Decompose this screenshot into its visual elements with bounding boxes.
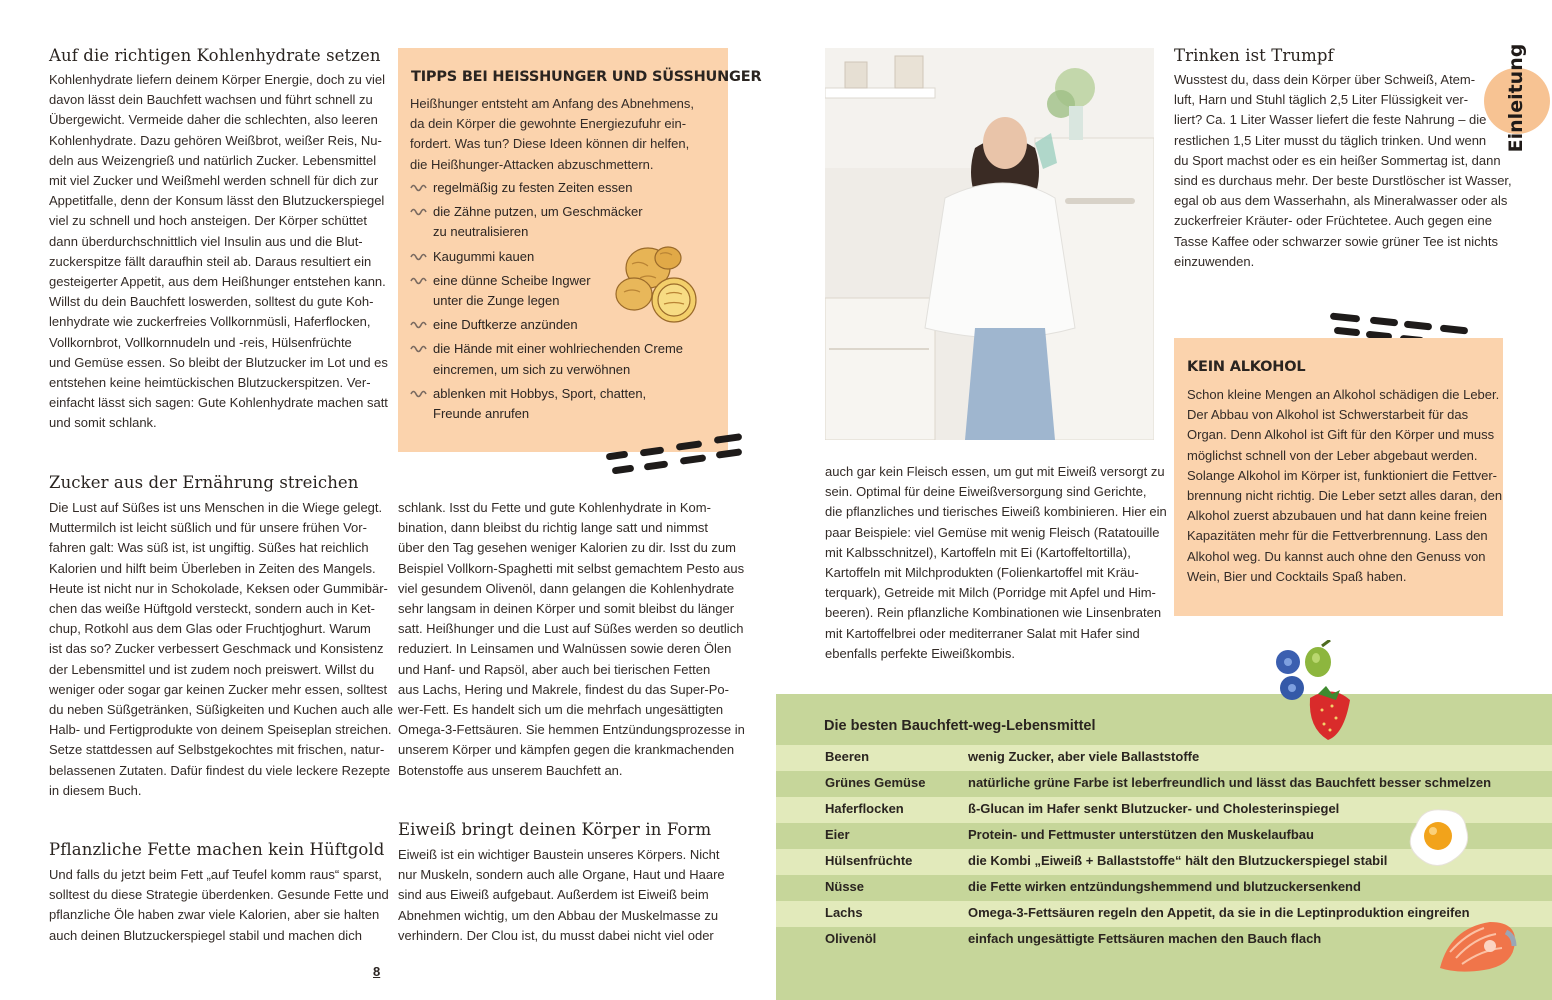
- text-line: Heute ist nicht nur in Schokolade, Keksen oder Gummibär-: [49, 580, 388, 596]
- text-line: Kartoffeln mit Milchprodukten (Folienkartoffel mit Kräu-: [825, 565, 1139, 581]
- text-line: zuckerspitze fällt daraufhin steil ab. Daraus resultiert ein: [49, 253, 372, 269]
- text-line: deln aus Weizengrieß und natürlich Zucker. Lebensmittel: [49, 152, 377, 168]
- wave-bullet-icon: [410, 388, 429, 398]
- food-table-row: [776, 771, 1552, 797]
- text-line: die pflanzliches und tierisches Eiweiß kombinieren. Hier ein: [825, 504, 1167, 520]
- text-line: ebenfalls perfekte Eiweißkombis.: [825, 645, 1016, 661]
- text-line: Appetitfalle, denn der Konsum lässt den Blutzuckerspiegel: [49, 193, 385, 209]
- text-line: einzuwenden.: [1174, 253, 1255, 269]
- text-line: Abnehmen wichtig, um den Abbau der Muskelmasse zu: [398, 907, 719, 923]
- food-description: Omega-3-Fettsäuren regeln den Appetit, da sie in die Leptinproduktion eingreifen: [968, 905, 1470, 920]
- heading-kohlenhydrate: Auf die richtigen Kohlenhydrate setzen: [49, 46, 381, 65]
- text-line: fahren galt: Was süß ist, ist ungiftig. Süßes hat reichlich: [49, 540, 369, 556]
- text-line: nur Muskeln, sondern auch alle Organe, Haut und Haare: [398, 867, 725, 883]
- food-table-row: [776, 745, 1552, 771]
- berries-icon: [1262, 640, 1358, 740]
- text-line: Der Abbau von Alkohol ist Schwerstarbeit für das: [1187, 407, 1469, 423]
- tips-list-item-text: die Hände mit einer wohlriechenden Creme: [433, 341, 684, 357]
- text-line: zuckerfreier Kräuter- oder Früchtetee. Auch gegen eine: [1174, 213, 1492, 229]
- text-line: pflanzliche Öle haben zwar viele Kalorien, aber sie halten: [49, 907, 380, 923]
- wave-bullet-icon: [410, 206, 429, 216]
- text-line: dann überdurchschnittlich viel Insulin aus und die Blut-: [49, 233, 363, 249]
- text-line: Solange Alkohol im Körper ist, funktioniert die Fettver-: [1187, 467, 1497, 483]
- text-line: mit viel Zucker und Weißmehl werden schnell für dich zur: [49, 173, 379, 189]
- text-line: Die Lust auf Süßes ist uns Menschen in die Wiege gelegt.: [49, 500, 383, 515]
- text-line: egal ob aus dem Wasserhahn, als Mineralwasser oder als: [1174, 193, 1508, 209]
- text-line: Omega-3-Fettsäuren. Sie hemmen Entzündungsprozesse in: [398, 722, 745, 738]
- text-line: reduziert. In Leinsamen und Walnüssen sowie deren Ölen: [398, 641, 732, 657]
- text-line: terquark), Getreide mit Milch (Porridge mit Apfel und Him-: [825, 585, 1156, 601]
- text-line: paar Beispiele: viel Gemüse mit wenig Fleisch (Ratatouille: [825, 524, 1160, 540]
- tips-list-item-text: eine Duftkerze anzünden: [433, 317, 578, 333]
- text-line: brennung nicht richtig. Die Leber setzt alles daran, den: [1187, 488, 1503, 504]
- woman-drinking-water-photo: [825, 48, 1154, 440]
- food-table-row: [776, 875, 1552, 901]
- wave-bullet-icon: [410, 343, 429, 353]
- food-description: die Kombi „Eiweiß + Ballaststoffe“ hält den Blutzuckerspiegel stabil: [968, 853, 1388, 868]
- text-line: Organ. Denn Alkohol ist Gift für den Körper und muss: [1187, 427, 1495, 443]
- heading-zucker: Zucker aus der Ernährung streichen: [49, 473, 359, 492]
- text-line: luft, Harn und Stuhl täglich 2,5 Liter Flüssigkeit ver-: [1174, 92, 1469, 108]
- text-line: schlank. Isst du Fette und gute Kohlenhydrate in Kom-: [398, 500, 711, 515]
- text-line: sein. Optimal für deine Eiweißversorgung sind Gerichte,: [825, 484, 1147, 500]
- egg-icon: [1406, 806, 1470, 868]
- text-line: Wein, Bier und Cocktails Spaß haben.: [1187, 568, 1407, 584]
- tips-list-item-text: Freunde anrufen: [433, 406, 530, 422]
- text-line: möglichst schnell von der Leber abgebaut werden.: [1187, 447, 1478, 463]
- text-line: ist das so? Zucker verbessert Geschmack und Konsistenz: [49, 641, 384, 657]
- text-line: chen das weiße Hüftgold versteckt, sondern auch in Ket-: [49, 601, 375, 617]
- tips-list-item: [410, 339, 720, 379]
- text-line: aus Lachs, Hering und Makrele, findest du das Super-Po-: [398, 681, 729, 697]
- food-description: die Fette wirken entzündungshemmend und blutzuckersenkend: [968, 879, 1361, 894]
- text-line: viel gesundem Olivenöl, dann gelangen die Kohlenhydrate: [398, 580, 735, 596]
- text-kohlenhydrate: [49, 70, 388, 434]
- ginger-icon: [612, 234, 706, 330]
- tips-list-item-text: regelmäßig zu festen Zeiten essen: [433, 180, 633, 195]
- text-line: Wusstest du, dass dein Körper über Schweiß, Atem-: [1174, 72, 1476, 87]
- text-line: Und falls du jetzt beim Fett „auf Teufel komm raus“ sparst,: [49, 867, 382, 882]
- text-line: Kohlenhydrate. Dazu gehören Weißbrot, weißer Reis, Nu-: [49, 132, 382, 148]
- text-line: verhindern. Der Clou ist, du musst dabei nicht viel oder: [398, 927, 714, 943]
- tips-list-item-text: zu neutralisieren: [433, 224, 529, 240]
- tips-list-item: [410, 178, 720, 198]
- text-line: sind aus Eiweiß aufgebaut. Außerdem ist Eiweiß beim: [398, 887, 709, 903]
- text-line: Botenstoffe aus unserem Bauchfett an.: [398, 762, 623, 778]
- salmon-icon: [1436, 918, 1520, 978]
- text-line: Setze stattdessen auf Selbstgekochtes mit frischen, natur-: [49, 742, 385, 758]
- food-name: Nüsse: [825, 879, 865, 894]
- text-line: Willst du dein Bauchfett loswerden, solltest du gute Koh-: [49, 294, 374, 310]
- text-line: du Sport machst oder es ein heißer Sommertag ist, dann: [1174, 152, 1501, 168]
- text-eiweiss: [398, 845, 728, 946]
- text-line: sind es durchaus mehr. Der beste Durstlöscher ist Wasser,: [1174, 173, 1512, 189]
- text-line: satt. Heißhunger und die Lust auf Süßes werden so deutlich: [398, 621, 744, 637]
- text-line: du neben Süßgetränken, Süßigkeiten und Kuchen auch alle: [49, 702, 394, 718]
- tab-label: Einleitung: [1505, 43, 1527, 153]
- page-number: 8: [373, 964, 381, 979]
- food-table-title: Die besten Bauchfett-weg-Lebensmittel: [824, 718, 1096, 734]
- food-name: Hülsenfrüchte: [825, 853, 913, 868]
- tips-list-item-text: ablenken mit Hobbys, Sport, chatten,: [433, 385, 647, 401]
- wave-bullet-icon: [410, 275, 429, 285]
- text-line: davon lässt dein Bauchfett wachsen und führt schnell zu: [49, 92, 373, 108]
- text-line: die Heißhunger-Attacken abzuschmettern.: [410, 156, 654, 172]
- wave-bullet-icon: [410, 319, 429, 329]
- alcohol-box: [1174, 338, 1503, 616]
- text-line: Übergewicht. Vermeide daher die schlechten, also leeren: [49, 112, 378, 128]
- text-line: unserem Körper und kämpfen gegen die krankmachenden: [398, 742, 735, 758]
- text-line: weniger oder sogar gar keinen Zucker mehr essen, solltest: [49, 681, 388, 697]
- text-line: über den Tag gesehen weniger Kalorien zu dir. Isst du zum: [398, 540, 736, 556]
- wave-bullet-icon: [410, 251, 429, 261]
- alcohol-box-heading: KEIN ALKOHOL: [1187, 359, 1306, 375]
- food-name: Beeren: [825, 749, 870, 764]
- tips-box-heading: TIPPS BEI HEISSHUNGER UND SÜSSHUNGER: [411, 69, 762, 85]
- text-line: Kalorien und hilft beim Überleben in Zeiten des Mangels.: [49, 560, 376, 576]
- text-line: sehr langsam in deinen Körper und somit bleibst du länger: [398, 601, 735, 617]
- text-line: und somit schlank.: [49, 415, 157, 431]
- text-line: belassenen Zutaten. Dafür findest du viele leckere Rezepte: [49, 762, 391, 778]
- text-fette-continued: [398, 498, 745, 781]
- tips-list-item-text: die Zähne putzen, um Geschmäcker: [433, 204, 643, 220]
- tips-list-item-text: eine dünne Scheibe Ingwer: [433, 272, 591, 288]
- text-line: beeren). Rein pflanzliche Kombinationen wie Linsenbraten: [825, 605, 1162, 621]
- tips-list-item-text: unter die Zunge legen: [433, 293, 560, 309]
- heading-trinken: Trinken ist Trumpf: [1174, 46, 1334, 65]
- text-line: in diesem Buch.: [49, 782, 142, 798]
- text-line: Tasse Kaffee oder schwarzer sowie grüner Tee ist nichts: [1174, 233, 1498, 249]
- text-line: entstehen keine heimtückischen Blutzuckerspitzen. Ver-: [49, 375, 371, 391]
- chapter-side-tab: [1482, 40, 1552, 160]
- tips-box-intro: [410, 94, 720, 175]
- food-description: wenig Zucker, aber viele Ballaststoffe: [968, 749, 1200, 764]
- text-line: chup, Rotkohl aus dem Glas oder Fruchtjoghurt. Warum: [49, 621, 371, 637]
- text-line: mit Kartoffelbrei oder mediterraner Salat mit Hafer sind: [825, 625, 1140, 641]
- tips-list-item: [410, 384, 720, 424]
- text-line: restlichen 1,5 Liter musst du täglich trinken. Und wenn: [1174, 132, 1487, 148]
- text-line: Kohlenhydrate liefern deinem Körper Energie, doch zu viel: [49, 72, 386, 87]
- text-zucker: [49, 498, 394, 801]
- wave-bullet-icon: [410, 182, 429, 192]
- text-line: einfacht lässt sich sagen: Gute Kohlenhydrate machen satt: [49, 395, 388, 411]
- tips-list-item-text: Kaugummi kauen: [433, 248, 535, 264]
- food-description: ß-Glucan im Hafer senkt Blutzucker- und Cholesterinspiegel: [968, 801, 1340, 816]
- text-line: Heißhunger entsteht am Anfang des Abnehmens,: [410, 96, 695, 111]
- text-line: Muttermilch ist leicht süßlich und für unsere frühen Vor-: [49, 520, 367, 536]
- text-line: liert? Ca. 1 Liter Wasser liefert die feste Nahrung – die: [1174, 112, 1487, 128]
- text-line: solltest du diese Strategie überdenken. Gesunde Fette und: [49, 887, 389, 903]
- text-line: Alkohol weg. Du kannst auch ohne den Genuss von: [1187, 548, 1486, 564]
- text-line: Alkohol zuerst abzubauen und hat dann keine freien: [1187, 508, 1487, 524]
- text-line: da dein Körper die gewohnte Energiezufuhr ein-: [410, 116, 687, 132]
- text-line: der Lebensmittel und ist zudem noch preiswert. Willst du: [49, 661, 375, 677]
- text-line: bination, dann bleibst du richtig lange satt und nimmst: [398, 520, 709, 536]
- text-line: mit Kalbsschnitzel), Kartoffeln mit Ei (Kartoffeltortilla),: [825, 544, 1131, 560]
- alcohol-box-text: [1187, 385, 1503, 587]
- text-line: Beispiel Vollkorn-Spaghetti mit selbst gemachtem Pesto aus: [398, 560, 745, 576]
- text-trinken: [1174, 70, 1512, 272]
- food-description: natürliche grüne Farbe ist leberfreundlich und lässt das Bauchfett besser schmelzen: [968, 775, 1492, 790]
- text-line: viel zu schnell und hoch ansteigen. Der Körper schüttet: [49, 213, 367, 229]
- food-name: Grünes Gemüse: [825, 775, 926, 790]
- heading-fette: Pflanzliche Fette machen kein Hüftgold: [49, 840, 385, 859]
- tips-box: [398, 48, 762, 452]
- food-description: Protein- und Fettmuster unterstützen den Muskelaufbau: [968, 827, 1314, 842]
- text-line: lenhydrate wie zuckerfreies Vollkornmüsli, Haferflocken,: [49, 314, 371, 330]
- text-line: auch gar kein Fleisch essen, um gut mit Eiweiß versorgt zu: [825, 464, 1165, 479]
- text-line: Halb- und Fertigprodukte von deinem Speiseplan streichen.: [49, 722, 392, 738]
- text-line: auch deinen Blutzuckerspiegel stabil und machen dich: [49, 927, 362, 943]
- text-line: Schon kleine Mengen an Alkohol schädigen die Leber.: [1187, 387, 1500, 402]
- text-line: wer-Fett. Es handelt sich um die mehrfach ungesättigten: [398, 702, 724, 718]
- text-line: und Hanf- und Rapsöl, aber auch bei tierischen Fetten: [398, 661, 711, 677]
- text-line: Eiweiß ist ein wichtiger Baustein unseres Körpers. Nicht: [398, 847, 720, 862]
- tips-list-item-text: eincremen, um sich zu verwöhnen: [433, 361, 631, 377]
- text-line: gesteigerter Appetit, aus dem Heißhunger entstehen kann.: [49, 274, 386, 290]
- food-description: einfach ungesättigte Fettsäuren machen den Bauch flach: [968, 931, 1322, 946]
- text-line: Vollkornbrot, Vollkornnudeln und -reis, Hülsenfrüchte: [49, 334, 352, 350]
- food-name: Haferflocken: [825, 801, 904, 816]
- text-eiweiss-continued: [825, 462, 1167, 664]
- food-name: Olivenöl: [825, 931, 877, 946]
- text-line: und Gemüse essen. So bleibt der Blutzucker im Lot und es: [49, 354, 388, 370]
- heading-eiweiss: Eiweiß bringt deinen Körper in Form: [398, 820, 712, 839]
- food-name: Lachs: [825, 905, 863, 920]
- text-fette: [49, 865, 389, 946]
- text-line: Kapazitäten mehr für die Fettverbrennung. Lass den: [1187, 528, 1488, 544]
- text-line: fordert. Was tun? Diese Ideen können dir helfen,: [410, 136, 690, 152]
- food-name: Eier: [825, 827, 850, 842]
